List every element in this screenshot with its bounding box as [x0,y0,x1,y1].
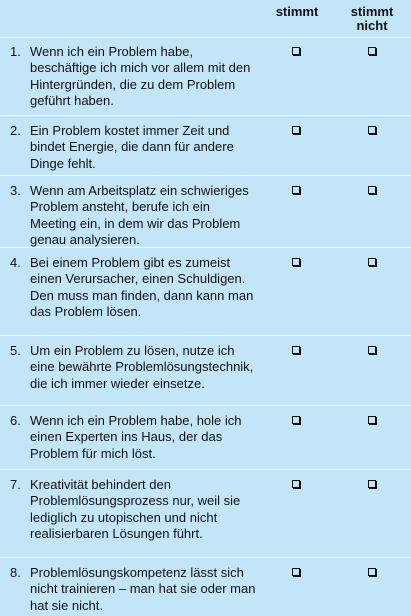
question-text: Um ein Problem zu lösen, nutze ich eine bewährte Problemlösungstechnik, die ich immer wieder einsetze. [30,343,254,391]
question-number: 1. [10,44,21,59]
checkbox-disagree[interactable] [368,186,376,194]
checkbox-disagree[interactable] [368,568,376,576]
question-number: 8. [10,565,21,580]
question-row-1 [0,37,411,116]
question-text: Problemlösungskompetenz lässt sich nicht trainieren – man hat sie oder man hat sie nicht. [30,565,256,613]
question-text: Wenn ich ein Problem habe, beschäftige ich mich vor allem mit den Hintergründen, die zu dem Problem geführt haben. [30,44,251,108]
checkbox-agree[interactable] [292,126,300,134]
question-row-4 [0,248,411,336]
checkbox-agree[interactable] [292,186,300,194]
checkbox-agree[interactable] [292,480,300,488]
question-text: Bei einem Problem gibt es zumeist einen Verursacher, einen Schuldigen. Den muss man finden, dann kann man das Problem lösen. [30,255,254,319]
checkbox-agree[interactable] [292,258,300,266]
question-row-2 [0,116,411,176]
question-number: 2. [10,123,21,138]
question-number: 3. [10,183,21,198]
checkbox-disagree[interactable] [368,416,376,424]
question-row-6 [0,406,411,470]
question-row-5 [0,336,411,406]
checkbox-agree[interactable] [292,47,300,55]
checkbox-agree[interactable] [292,416,300,424]
checkbox-disagree[interactable] [368,126,376,134]
checkbox-agree[interactable] [292,346,300,354]
question-number: 6. [10,413,21,428]
question-number: 4. [10,255,21,270]
checkbox-disagree[interactable] [368,480,376,488]
question-text: Ein Problem kostet immer Zeit und bindet Energie, die dann für andere Dinge fehlt. [30,123,234,171]
question-number: 7. [10,477,21,492]
table-header [0,3,411,38]
question-row-3 [0,176,411,248]
checkbox-agree[interactable] [292,568,300,576]
question-row-7 [0,470,411,558]
question-number: 5. [10,343,21,358]
checkbox-disagree[interactable] [368,346,376,354]
question-row-8 [0,558,411,616]
question-text: Kreativität behindert den Problemlösungsprozess nur, weil sie lediglich zu utopischen und nicht realisierbaren Lösungen führt. [30,477,241,541]
column-header-disagree: stimmt nicht [350,4,394,33]
checkbox-disagree[interactable] [368,47,376,55]
checkbox-disagree[interactable] [368,258,376,266]
question-text: Wenn am Arbeitsplatz ein schwieriges Problem ansteht, berufe ich ein Meeting ein, in dem wir das Problem genau analysieren. [30,183,249,247]
column-header-agree: stimmt [275,4,319,19]
question-text: Wenn ich ein Problem habe, hole ich einen Experten ins Haus, der das Problem für mich löst. [30,413,242,461]
